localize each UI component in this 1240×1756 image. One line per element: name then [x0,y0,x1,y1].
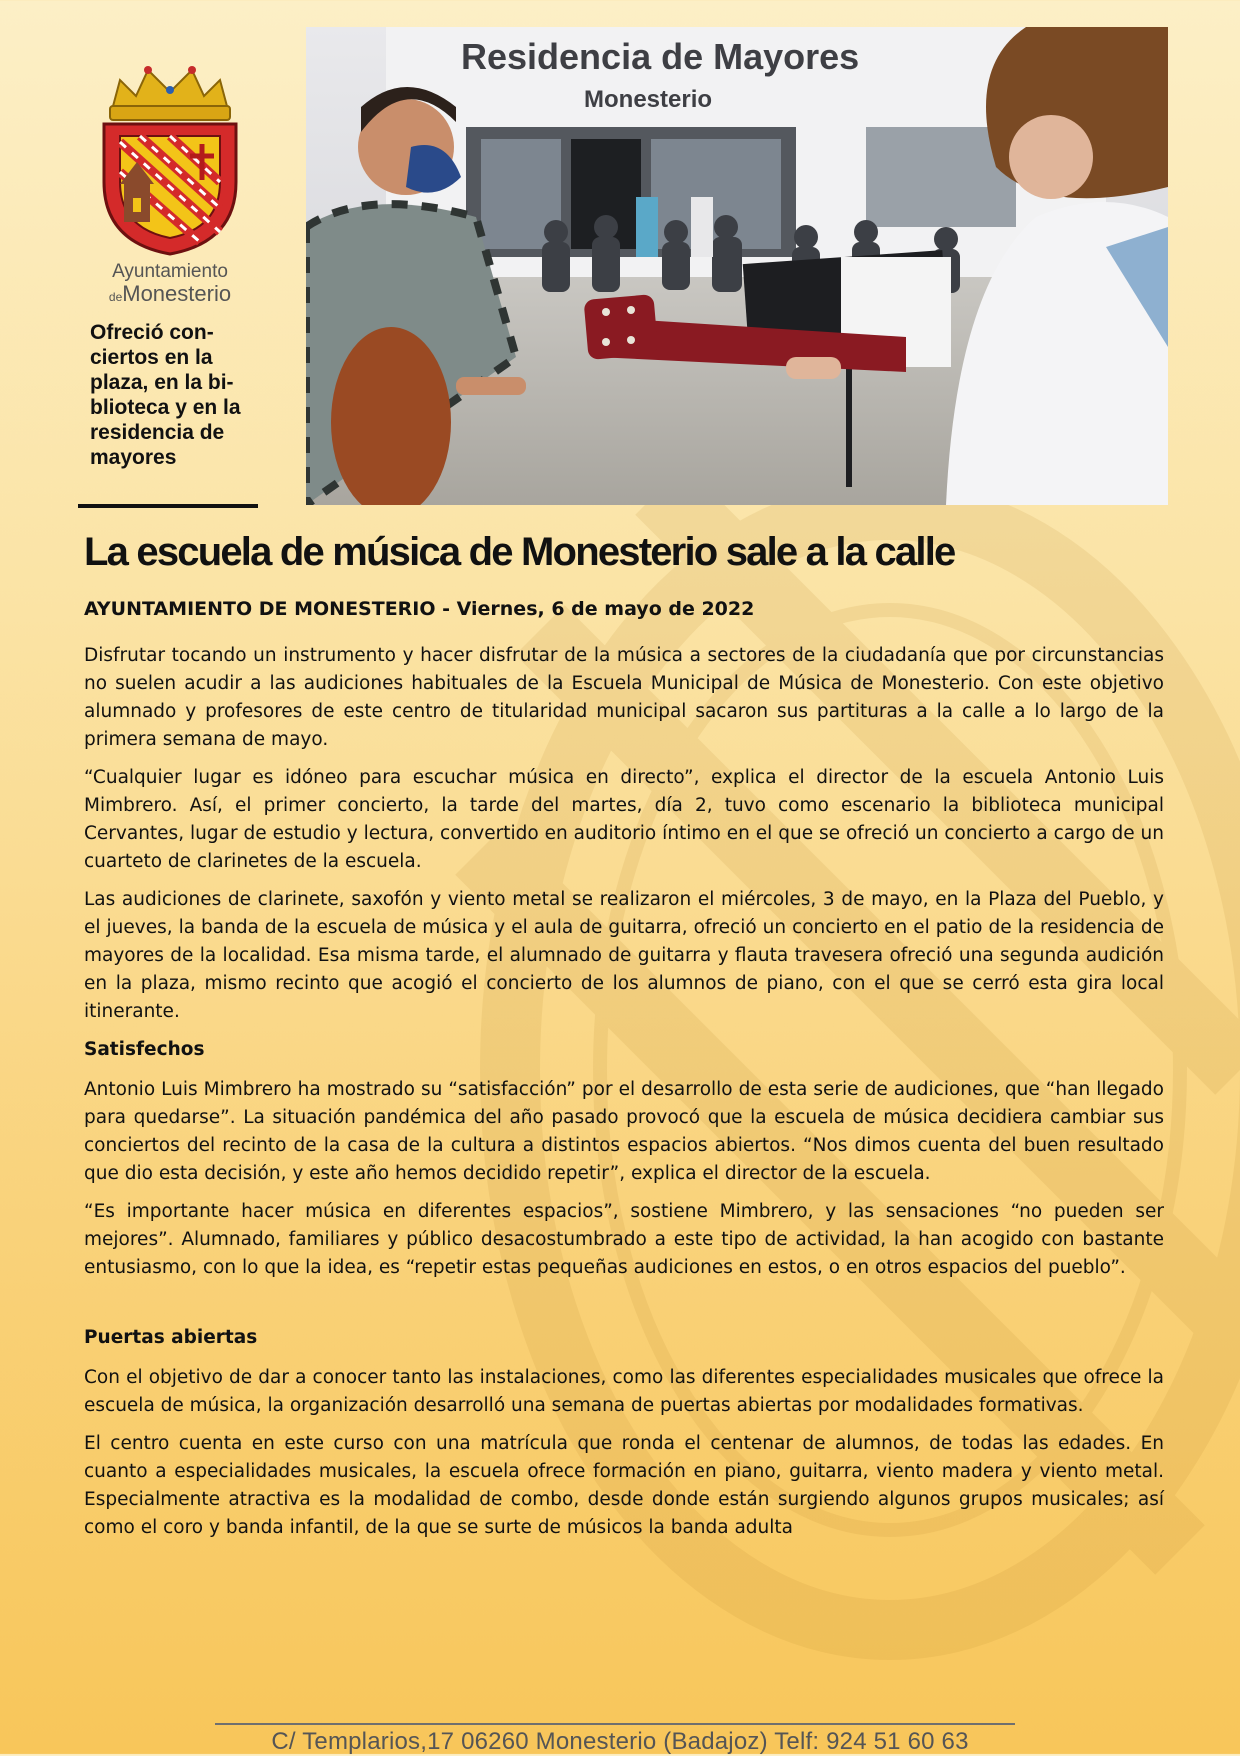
article-paragraph: Antonio Luis Mimbrero ha mostrado su “satisfacción” por el desarrollo de esta serie de audiciones, que “han llegado para quedarse”. La situación pandémica del año pasado provocó que la escuela de música decidiera cambiar sus conciertos del recinto de la casa de la cultura a distintos espacios abiertos. “Nos dimos cuenta del buen resultado que dio esta decisión, y este año hemos decidido repetir”, explica el director de la escuela. [84,1079,1164,1184]
article-paragraph: “Es importante hacer música en diferentes espacios”, sostiene Mimbrero, y las sensaciones “no pueden ser mejores”. Alumnado, familiares y público desacostumbrado a este tipo de actividad, la han acogido con bastante entusiasmo, con lo que la idea, es “repetir estas pequeñas audiciones en estos, o en otros espacios del pueblo”. [84,1201,1164,1278]
subheading-satisfechos: Satisfechos [84,1039,205,1060]
municipal-logo [90,62,250,305]
article-paragraph: Disfrutar tocando un instrumento y hacer disfrutar de la música a sectores de la ciudadanía que por circunstancias no suelen acudir a las audiciones habituales de la Escuela Municipal de Música de Monesterio. Con este objetivo alumnado y profesores de este centro de titularidad municipal sacaron sus partituras a la calle a lo largo de la primera semana de mayo. [84,645,1164,750]
article [84,528,1164,1552]
logo-line-ayuntamiento: Ayuntamiento [112,261,228,282]
article-paragraph: Con el objetivo de dar a conocer tanto las instalaciones, como las diferentes especialidades musicales que ofrece la escuela de música, la organización desarrolló una semana de puertas abiertas por modalidades formativas. [84,1367,1164,1416]
footer-divider [215,1723,1015,1725]
article-headline: La escuela de música de Monesterio sale a la calle [84,530,955,574]
subheading-puertas-abiertas: Puertas abiertas [84,1327,258,1348]
photo-sign-line1: Residencia de Mayores [461,36,860,77]
logo-line-town [90,283,250,305]
article-byline: AYUNTAMIENTO DE MONESTERIO - Viernes, 6 de mayo de 2022 [84,598,755,620]
photo-sign-line2: Monesterio [584,86,713,113]
teaser-text: Ofreció con-ciertos en la plaza, en la bi-blioteca y en la residencia de mayores [90,321,241,469]
logo-de: de [108,290,123,304]
article-paragraph: El centro cuenta en este curso con una matrícula que ronda el centenar de alumnos, de todas las edades. En cuanto a especialidades musicales, la escuela ofrece formación en piano, guitarra, viento madera y viento metal. Especialmente atractiva es la modalidad de combo, desde donde están surgiendo algunos grupos musicales; así como el coro y banda infantil, de la que se surte de músicos la banda adulta [84,1433,1164,1538]
concert-photo-illustration [306,27,1168,505]
footer-address: C/ Templarios,17 06260 Monesterio (Badajoz) Telf: 924 51 60 63 [271,1728,969,1755]
header-photo [306,27,1168,505]
logo-town-name: Monesterio [122,281,232,306]
article-paragraph: “Cualquier lugar es idóneo para escuchar música en directo”, explica el director de la escuela Antonio Luis Mimbrero. Así, el primer concierto, la tarde del martes, día 2, tuvo como escenario la biblioteca municipal Cervantes, lugar de estudio y lectura, convertido en auditorio íntimo en el que se ofreció un concierto a cargo de un cuarteto de clarinetes de la escuela. [84,767,1164,872]
article-paragraph: Las audiciones de clarinete, saxofón y viento metal se realizaron el miércoles, 3 de mayo, en la Plaza del Pueblo, y el jueves, la banda de la escuela de música y el aula de guitarra, ofreció un concierto en el patio de la residencia de mayores de la localidad. Esa misma tarde, el alumnado de guitarra y flauta travesera ofreció una segunda audición en la plaza, mismo recinto que acogió el concierto de los alumnos de piano, con el que se cerró esta gira local itinerante. [84,889,1164,1022]
teaser-divider [78,504,258,508]
coat-of-arms-icon [90,62,250,257]
